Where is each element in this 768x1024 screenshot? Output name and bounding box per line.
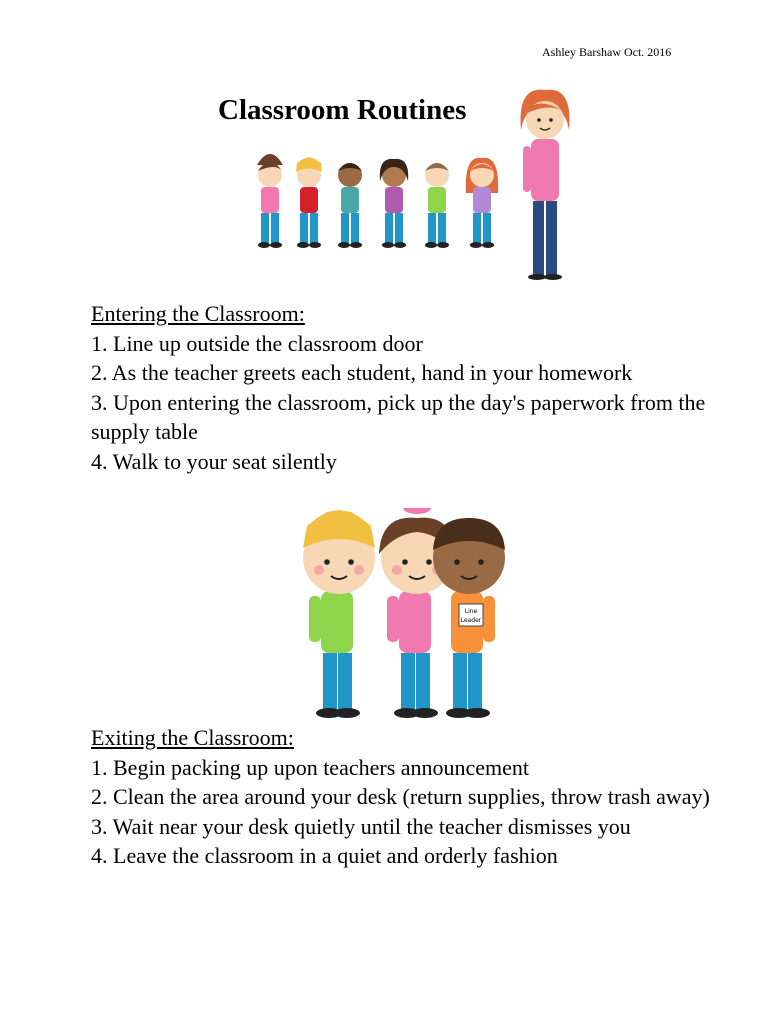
exiting-section [91,723,711,871]
kid-4 [380,159,408,248]
exiting-heading: Exiting the Classroom: [91,725,294,750]
line-leader-illustration [255,508,515,728]
entering-step-4: 4. Walk to your seat silently [91,448,337,474]
page-title: Classroom Routines [218,94,467,126]
exiting-step-2: 2. Clean the area around your desk (return supplies, throw trash away) [91,784,710,809]
students-line-illustration [236,80,596,285]
exiting-step-3: 3. Wait near your desk quietly until the teacher dismisses you [91,813,631,839]
teacher [521,90,570,280]
entering-section [91,299,711,476]
kid-2 [296,157,322,248]
entering-step-3: 3. Upon entering the classroom, pick up the day's paperwork from the supply table [91,389,706,444]
entering-step-1: 1. Line up outside the classroom door [91,330,423,356]
child-line-leader [433,518,505,718]
exiting-step-4: 4. Leave the classroom in a quiet and orderly fashion [91,843,558,868]
kid-3 [338,163,362,248]
badge-text-line: Line [464,608,478,615]
entering-step-2: 2. As the teacher greets each student, hand in your homework [91,360,633,385]
kid-6 [466,158,498,248]
kid-5 [425,163,449,248]
kid-1 [257,154,283,248]
badge-text-leader: Leader [460,617,482,624]
author-date: Ashley Barshaw Oct. 2016 [542,45,672,59]
line-leader-badge [459,604,483,626]
child-blonde [303,510,375,718]
entering-heading: Entering the Classroom: [91,301,305,326]
exiting-step-1: 1. Begin packing up upon teachers announcement [91,754,530,780]
